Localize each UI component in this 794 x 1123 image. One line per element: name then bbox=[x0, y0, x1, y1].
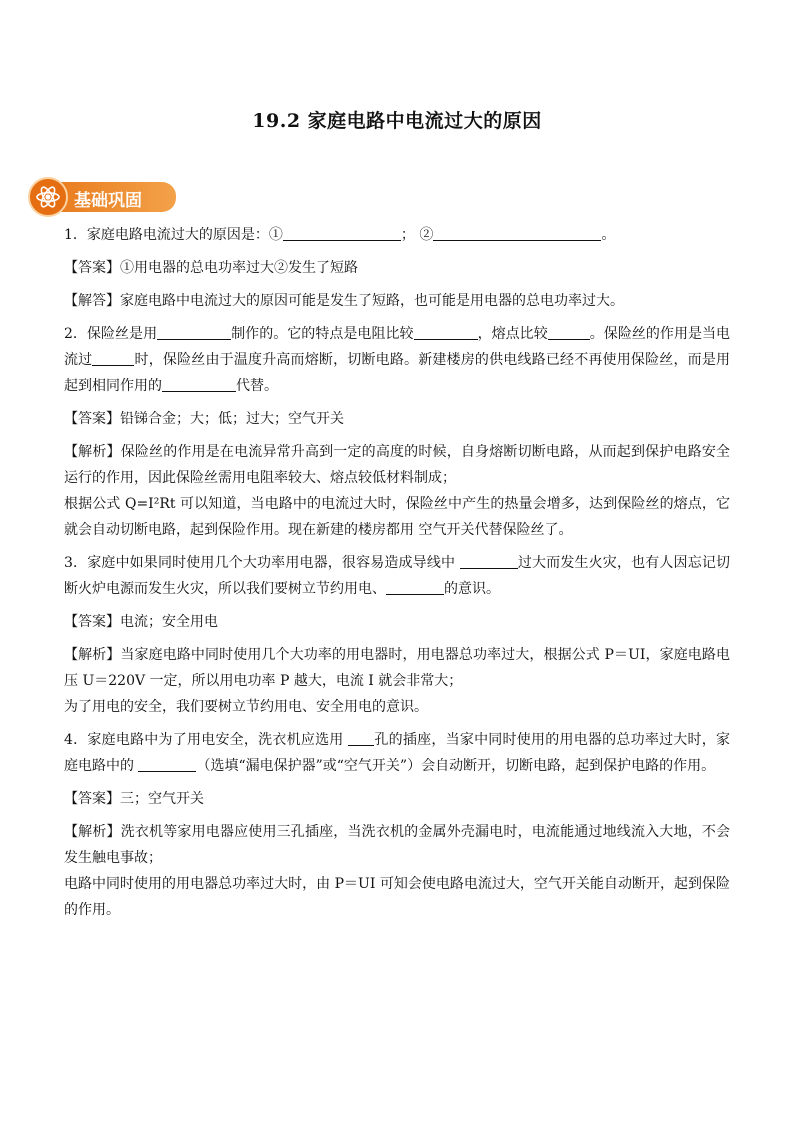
explanation-2b bbox=[64, 491, 730, 543]
explanation-tag: 【解析】 bbox=[64, 824, 121, 840]
answer-tag: 【答案】 bbox=[64, 614, 120, 630]
answer-blank bbox=[460, 552, 518, 569]
answer-text: 铅锑合金；大；低；过大；空气开关 bbox=[120, 411, 344, 427]
q2-text: 2．保险丝是用 bbox=[64, 326, 158, 342]
answer-blank bbox=[348, 729, 374, 746]
answer-blank bbox=[548, 323, 590, 340]
explanation-tag: 【解答】 bbox=[64, 293, 120, 309]
answer-blank bbox=[157, 323, 231, 340]
content bbox=[64, 222, 730, 930]
explanation-1 bbox=[64, 288, 730, 314]
explanation-2 bbox=[64, 439, 730, 491]
explanation-text: 为了用电的安全，我们要树立节约用电、安全用电的意识。 bbox=[64, 699, 428, 715]
explanation-4 bbox=[64, 819, 730, 871]
q2-text: 制作的。它的特点是电阻比较 bbox=[231, 326, 414, 342]
q4-text: （选填“漏电保护器”或“空气开关”）会自动断开，切断电路，起到保护电路的作用。 bbox=[196, 758, 716, 774]
atom-icon bbox=[28, 177, 68, 217]
q2-text: 。保险丝的作用是当电流过 bbox=[64, 326, 731, 368]
q3-text: 的意识。 bbox=[444, 581, 500, 597]
question-2 bbox=[64, 321, 730, 399]
explanation-3b bbox=[64, 694, 730, 720]
explanation-tag: 【解析】 bbox=[64, 647, 121, 663]
section-badge bbox=[28, 177, 178, 217]
answer-blank bbox=[162, 375, 236, 392]
answer-blank bbox=[414, 323, 478, 340]
question-1 bbox=[64, 222, 730, 248]
q3-text: 3．家庭中如果同时使用几个大功率用电器，很容易造成导线中 bbox=[64, 555, 460, 571]
explanation-text: 家庭电路中电流过大的原因可能是发生了短路，也可能是用电器的总电功率过大。 bbox=[120, 293, 624, 309]
page-title: 19.2 家庭电路中电流过大的原因 bbox=[252, 110, 542, 132]
q2-text: 时，保险丝由于温度升高而熔断，切断电路。新建楼房的供电线路已经不再使用保险丝，而是用起到相同作用的 bbox=[64, 352, 731, 394]
q1-text: 。 bbox=[601, 227, 616, 243]
answer-blank bbox=[386, 578, 444, 595]
answer-tag: 【答案】 bbox=[64, 260, 120, 276]
question-3 bbox=[64, 550, 730, 602]
answer-4 bbox=[64, 786, 730, 812]
q1-text: 1．家庭电路电流过大的原因是：① bbox=[64, 227, 283, 243]
section-label: 基础巩固 bbox=[74, 191, 142, 211]
explanation-text: 当家庭电路中同时使用几个大功率的用电器时，用电器总功率过大，根据公式 P＝UI，家庭电路电压 U＝220V 一定，所以用电功率 P 越大，电流 I 就会非常大； bbox=[64, 647, 731, 689]
answer-blank bbox=[433, 224, 601, 241]
explanation-3 bbox=[64, 642, 730, 694]
answer-tag: 【答案】 bbox=[64, 411, 120, 427]
answer-2 bbox=[64, 406, 730, 432]
explanation-text: 根据公式 Q=I²Rt 可以知道，当电路中的电流过大时，保险丝中产生的热量会增多，达到保险丝的熔点，它就会自动切断电路，起到保险作用。现在新建的楼房都用 空气开关代替保险丝了。 bbox=[64, 496, 730, 538]
q4-text: 4．家庭电路中为了用电安全，洗衣机应选用 bbox=[64, 732, 349, 748]
q1-text: ； ② bbox=[400, 227, 434, 243]
explanation-text: 保险丝的作用是在电流异常升高到一定的高度的时候，自身熔断切断电路，从而起到保护电路安全运行的作用，因此保险丝需用电阻率较大、熔点较低材料制成； bbox=[64, 444, 731, 486]
answer-text: ①用电器的总电功率过大②发生了短路 bbox=[120, 260, 358, 276]
explanation-4b bbox=[64, 871, 730, 923]
q2-text: ，熔点比较 bbox=[477, 326, 548, 342]
answer-3 bbox=[64, 609, 730, 635]
explanation-text: 洗衣机等家用电器应使用三孔插座，当洗衣机的金属外壳漏电时，电流能通过地线流入大地，不会发生触电事故； bbox=[64, 824, 731, 866]
answer-1 bbox=[64, 255, 730, 281]
answer-blank bbox=[138, 755, 196, 772]
answer-tag: 【答案】 bbox=[64, 791, 120, 807]
answer-blank bbox=[92, 349, 134, 366]
answer-text: 电流；安全用电 bbox=[120, 614, 218, 630]
explanation-tag: 【解析】 bbox=[64, 444, 121, 460]
q2-text: 代替。 bbox=[236, 378, 278, 394]
q4-text: 孔的插座，当家中同时使用的用电器的总功率过大时，家庭电路中的 bbox=[64, 732, 731, 774]
answer-blank bbox=[283, 224, 401, 241]
answer-text: 三；空气开关 bbox=[120, 791, 204, 807]
explanation-text: 电路中同时使用的用电器总功率过大时，由 P＝UI 可知会使电路电流过大，空气开关能自动断开，起到保险的作用。 bbox=[64, 876, 730, 918]
question-4 bbox=[64, 727, 730, 779]
q3-text: 过大而发生火灾，也有人因忘记切断火炉电源而发生火灾，所以我们要树立节约用电、 bbox=[64, 555, 730, 597]
